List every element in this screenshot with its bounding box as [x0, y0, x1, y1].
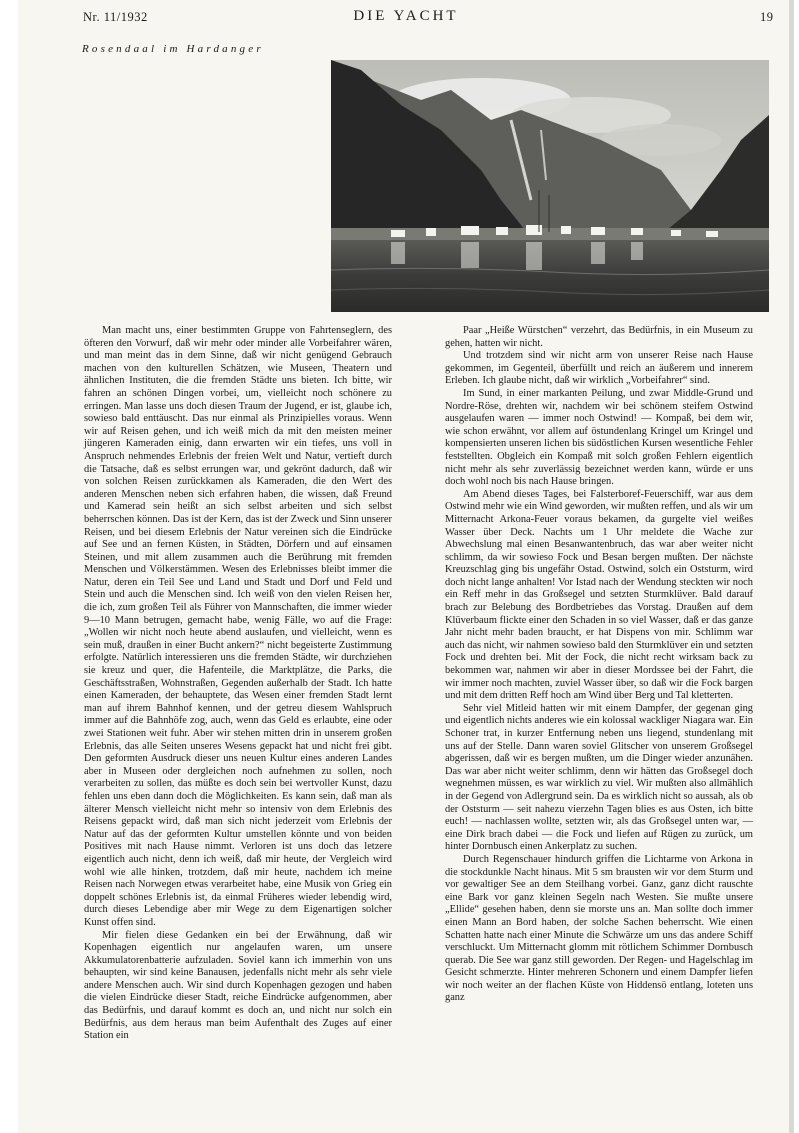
article-right-column: [445, 325, 753, 1005]
photo-caption: Rosendaal im Hardanger: [82, 43, 264, 55]
paragraph: Im Sund, in einer markanten Peilung, und zwar Middle-Grund und Nordre-Röse, drehten wir, nachdem wir bei schönem steifem Ostwind ausgelaufen waren — immer noch Ostwind! — Kompaß, bei dem wir, wie schon erwähnt, vor allem auf östundenlang Kringel um Kringel und kompensierten unseren lichen bis südöstlichen Kursen wesentliche Fehler feststellten. Obgleich ein Kompaß mit solch großen Fehlern eigentlich nicht mehr als sehr zuverlässig bezeichnet werden kann, würde er uns doch wohl noch bis nach Hause bringen.: [445, 387, 753, 488]
magazine-title: DIE YACHT: [353, 8, 459, 24]
paragraph: Mir fielen diese Gedanken ein bei der Erwähnung, daß wir Kopenhagen eigentlich nur angelaufen waren, um unsere Akkumulatorenbatterie aufzuladen. Soviel kann ich immerhin von uns behaupten, wir sind keine Banausen, jedenfalls nicht mehr als sehr viele andere Menschen auch. Wir sind durch Kopenhagen gezogen und haben die vielen Eindrücke dieser Stadt, reiche Eindrücke aufgenommen, aber das Bedürfnis, und darauf kommt es doch an, und nicht nur solch ein Bedürfnis, aus dem heraus man beim Aufenthalt des Zuges auf einer Station ein: [84, 929, 392, 1042]
issue-number: Nr. 11/1932: [83, 10, 148, 24]
paragraph: Und trotzdem sind wir nicht arm von unserer Reise nach Hause gekommen, im Gegenteil, überfüllt und reich an äußerem und innerem Erleben. Ich glaube nicht, daß wir wirklich „Vorbeifahrer“ sind.: [445, 350, 753, 387]
paragraph: Man macht uns, einer bestimmten Gruppe von Fahrtenseglern, des öfteren den Vorwurf, daß wir mehr oder minder alle Vorbeifahrer wären, und man meint das in dem Sinne, daß wir nicht genügend Gebrauch machen von den kulturellen Schätzen, wie Museen, Theatern und ähnlichen Instituten, die die fremden Städte uns bieten. Ich bitte, wir fahren an schönen Dingen vorbei, um, vielleicht noch schönere zu erringen. Man lasse uns doch diesen Traum der Jugend, er ist, glaube ich, sowieso bald enttäuscht. Das nur einmal als Prinzipielles voraus. Wenn wir auf Reisen gehen, und ich weiß mich da mit den meisten meiner jüngeren Kameraden einig, dann erwarten wir ein tiefes, uns voll in Anspruch nehmendes Erlebnis der freien Welt und Natur, vertieft durch die Tatsache, daß es selbst errungen war, und gekrönt dadurch, daß wir von solchen Reisen zurückkamen als Kameraden, die den Wert des anderen Menschen neben sich erfahren haben, die wissen, daß Freund und Kamerad sein heißt an sich selbst arbeiten und sich selbst beherrschen können. Das ist der Kern, das ist der Zweck und Sinn unserer Reisen, und bei diesem Erlebnis der Natur vereinen sich die Eindrücke auf See und an fernen Küsten, in Städten, Dörfern und auf einsamen Steinen, und mit allem zusammen auch die Berührung mit fremden Menschen und Völkerstämmen. Wesen des Erlebnisses bleibt immer die Natur, deren ein Teil See und Land und Stadt und Dorf und Feld und Stein und auch die Menschen sind. Ich weiß von den vielen Reisen her, die ich, zum großen Teil als Führer von Mannschaften, die immer wieder 9—10 Mann betrugen, gemacht habe, wenig Fälle, wo auf die Frage: „Wollen wir nicht noch heute abend auslaufen, und vielleicht, wenn es sein muß, draußen in einer Bucht ankern?“ nicht begeisterte Zustimmung erfolgte. Natürlich interessieren uns die fremden Städte, wir durchziehen sie kreuz und quer, die Hafenteile, die Marktplätze, die Parks, die Geschäftsstraßen, Wohnstraßen, Gegenden außerhalb der Stadt. Ich hatte einen Kameraden, der behauptete, das Wesen einer fremden Stadt lernt man auf ihrem Bahnhof kennen, und der getreu diesem Wahlspruch immer auf die Bahnhöfe zog, auch, wenn das Geld es erlaubte, eine oder zwei Stationen weit fuhr. Aber wir stehen mitten drin in unserem großen Erlebnis, das alle Seiten unseres Wesens gepackt hat und nicht frei gibt. Den geformten Ausdruck dieser uns neuen Kultur eines anderen Landes aber in Museen oder dergleichen noch aufnehmen zu sollen, noch verarbeiten zu sollen, das müßte es doch sein bei wertvoller Kunst, dazu fehlen uns eben dann doch die Möglichkeiten. Es kann sein, daß man als älterer Mensch vielleicht nicht mehr so intensiv von dem Erlebnis des Reisens gepackt wird, daß man sich nicht jederzeit vom Erlebnis der Natur auf das der geformten Kultur umstellen könnte und von beiden Positives mit nach Hause nimmt. Verloren ist uns doch das letzere eigentlich auch nicht, denn ich weiß, daß mir heute, der Vergleich wird wohl wie alle hinken, trotzdem, daß mir heute, nachdem ich meine Reisen nach Norwegen etwas verarbeitet habe, eine Musik von Grieg ein doppelt schönes Erlebnis ist, da einmal Früheres wieder lebendig wird, durch dieses Lebendige aber mir Wege zu dem Eigenartigen solcher Kunst offen sind.: [84, 325, 392, 928]
page-binding-edge: [789, 0, 794, 1133]
paragraph: Durch Regenschauer hindurch griffen die Lichtarme von Arkona in die stockdunkle Nacht hinaus. Mit 5 sm brausten wir vor dem Sturm und vor gewaltiger See an dem Steilhang vorbei. Ganz, ganz dicht rauschte eine Bark vor ganz kleinen Segeln nach Westen. Sie mußte unsere „Ellide“ gesehen haben, denn sie morste uns an. Man sollte doch immer einen Mann an Bord haben, der solche Sachen beherrscht. Wie einen Schatten hatte nach einer Minute die Schwärze um uns das andere Schiff verschluckt. Um Mitternacht glomm mit rötlichem Schimmer Dornbusch querab. Die See war ganz still geworden. Der Regen- und Hagelschlag im Gesicht schmerzte. Hinter mehreren Schonern und einem Dampfer liefen wir noch weiter an der flachen Küste von Hiddensö entlang, loteten uns ganz: [445, 853, 753, 1004]
paragraph: Paar „Heiße Würstchen“ verzehrt, das Bedürfnis, in ein Museum zu gehen, hatten wir nicht.: [445, 325, 753, 349]
article-left-column: [84, 325, 392, 1043]
paragraph: Am Abend dieses Tages, bei Falsterboref-Feuerschiff, war aus dem Ostwind mehr wie ein Wind geworden, wir mußten reffen, und als wir um Mitternacht Arkona-Feuer voraus bekamen, da gurgelte viel weißes Wasser über Deck. Nachts um 1 Uhr meldete die Wache zur Abwechslung mal einen Besanwantenbruch, das war aber weiter nicht schlimm, da wir sowieso Fock und Besan bergen mußten. Der nächste Kreuzschlag ging bis ungefähr Ostad. Ostwind, solch ein Oststurm, wird doch nicht lange anhalten! Vor Istad nach der Wendung steckten wir noch ein Reff mehr in das Großsegel und setzten Sturmklüver. Bald darauf brach zur Belebung des Bordbetriebes das Vorstag. Draußen auf dem Klüverbaum flickte einer den Schaden in so viel Wasser, daß er das ganze Jahr nicht mehr baden braucht, er hat Dispens von mir. Schlimm war auch das nicht, wir nahmen sowieso bald den Sturmklüver ein und setzten Fock und drehten bei. Mit der Fock, die nicht recht wirksam back zu bekommen war, nahmen wir aber in dieser Mordssee bei der Fahrt, die wir immer noch machten, zuviel Wasser über, so daß wir die Fock bargen und mit dem dritten Reff hoch am Wind über Berg und Tal kletterten.: [445, 488, 753, 702]
magazine-page: [18, 0, 794, 1133]
fjord-photo: [331, 60, 769, 312]
paragraph: Sehr viel Mitleid hatten wir mit einem Dampfer, der gegenan ging und eigentlich nichts anderes wie ein kolossal wackliger Niagara war. Ein Schoner trat, in kurzer Entfernung neben uns liegend, stundenlang mit uns auf der Stelle. Dann waren soviel Glitscher von unserem Großsegel abgerissen, daß wir es bergen mußten, um die Dinger wieder anzunähen. Das war aber nicht weiter schlimm, denn wir hätten das Großsegel doch wegnehmen müssen, es war wirklich zu viel. Wir mußten also allmählich in der Gegend von Adlergrund sein. Da es wirklich nicht so aussah, als ob der Oststurm — seit nahezu vierzehn Tagen blies es aus Osten, ich bitte euch! — nachlassen wollte, setzten wir, als das Großsegel unten war, — eine Dirk brach dabei — die Fock und liefen auf Rügen zu zurück, um hinter Dornbusch einen Ankerplatz zu suchen.: [445, 702, 753, 853]
page-number: 19: [760, 10, 774, 24]
fjord-landscape-image: [331, 60, 769, 312]
